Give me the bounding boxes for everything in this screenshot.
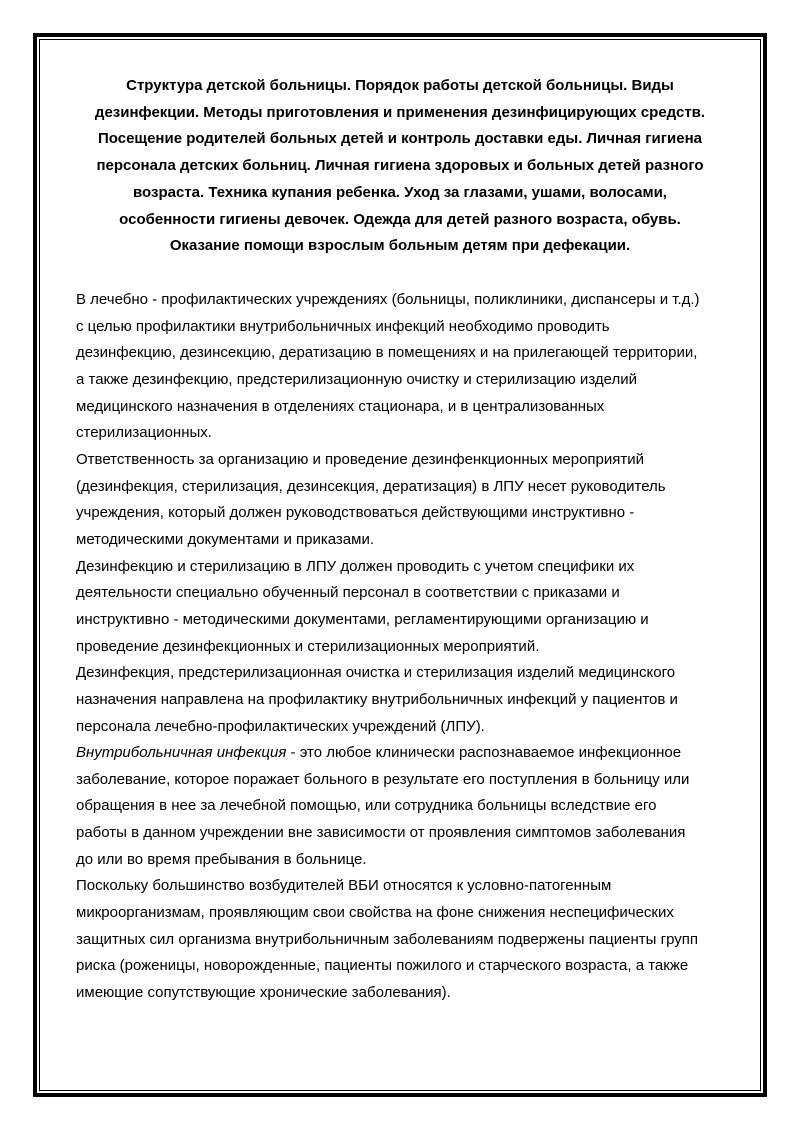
text-line: дезинфекцию, дезинсекцию, дератизацию в помещениях и на прилегающей территории,: [76, 344, 698, 362]
text-line: учреждения, который должен руководствоваться действующими инструктивно -: [76, 504, 635, 522]
text-line: проведение дезинфекционных и стерилизационных мероприятий.: [76, 637, 540, 655]
text-line: методическими документами и приказами.: [76, 530, 374, 548]
text-line: В лечебно - профилактических учреждениях (больницы, поликлиники, диспансеры и т.д.): [76, 291, 700, 308]
text-line: [76, 740, 736, 767]
text-line: работы в данном учреждении вне зависимости от проявления симптомов заболевания: [76, 824, 686, 842]
text-line: имеющие сопутствующие хронические заболевания).: [76, 984, 451, 1002]
paragraph-risk-groups: [76, 873, 736, 1006]
heading-line: Оказание помощи взрослым больным детям при дефекации.: [169, 237, 631, 255]
text-line: риска (роженицы, новорожденные, пациенты пожилого и старческого возраста, а также: [76, 957, 689, 975]
paragraph-prevention: [76, 660, 736, 740]
text-line: Поскольку большинство возбудителей ВБИ относятся к условно-патогенным: [76, 877, 612, 895]
text-line: защитных сил организма внутрибольничным заболеваниям подвержены пациенты групп: [76, 930, 698, 948]
paragraph-definition: [76, 740, 736, 873]
text-line: с целью профилактики внутрибольничных инфекций необходимо проводить: [76, 317, 610, 335]
text-line: назначения направлена на профилактику внутрибольничных инфекций у пациентов и: [76, 690, 678, 708]
paragraph-facilities: [76, 287, 736, 447]
text-line: Дезинфекцию и стерилизацию в ЛПУ должен проводить с учетом специфики их: [76, 557, 635, 575]
text-line: Ответственность за организацию и проведение дезинфенкционных мероприятий: [76, 450, 645, 468]
heading-line: особенности гигиены девочек. Одежда для детей разного возраста, обувь.: [119, 210, 681, 228]
text-line: заболевание, которое поражает больного в результате его поступления в больницу или: [76, 770, 690, 788]
text-line: (дезинфекция, стерилизация, дезинсекция, дератизация) в ЛПУ несет руководитель: [76, 477, 666, 495]
document-heading: [60, 73, 740, 260]
text-line: обращения в нее за лечебной помощью, или сотрудника больницы вследствие его: [76, 797, 657, 815]
defined-term: Внутрибольничная инфекция: [76, 744, 287, 762]
heading-line: дезинфекции. Методы приготовления и применения дезинфицирующих средств.: [94, 103, 706, 121]
text-line: Дезинфекция, предстерилизационная очистка и стерилизация изделий медицинского: [76, 664, 676, 682]
document-body: [76, 287, 736, 1007]
paragraph-responsibility: [76, 447, 736, 554]
text-line: стерилизационных.: [76, 424, 212, 442]
text-line: до или во время пребывания в больнице.: [76, 850, 367, 868]
text-line: медицинского назначения в отделениях стационара, и в централизованных: [76, 397, 605, 415]
heading-line: Посещение родителей больных детей и контроль доставки еды. Личная гигиена: [97, 130, 702, 148]
text-line: инструктивно - методическими документами, регламентирующими организацию и: [76, 610, 649, 628]
heading-line: персонала детских больниц. Личная гигиена здоровых и больных детей разного: [96, 157, 704, 175]
text-line: деятельности специально обученный персонал в соответствии с приказами и: [76, 584, 620, 602]
heading-line: Структура детской больницы. Порядок работы детской больницы. Виды: [126, 77, 674, 94]
heading-line: возраста. Техника купания ребенка. Уход за глазами, ушами, волосами,: [133, 183, 667, 201]
definition-start: - это любое клинически распознаваемое инфекционное: [286, 744, 682, 762]
text-line: а также дезинфекцию, предстерилизационную очистку и стерилизацию изделий: [76, 370, 637, 388]
text-line: персонала лечебно-профилактических учреждений (ЛПУ).: [76, 717, 485, 735]
text-line: микроорганизмам, проявляющим свои свойства на фоне снижения неспецифических: [76, 904, 674, 922]
paragraph-personnel: [76, 554, 736, 661]
